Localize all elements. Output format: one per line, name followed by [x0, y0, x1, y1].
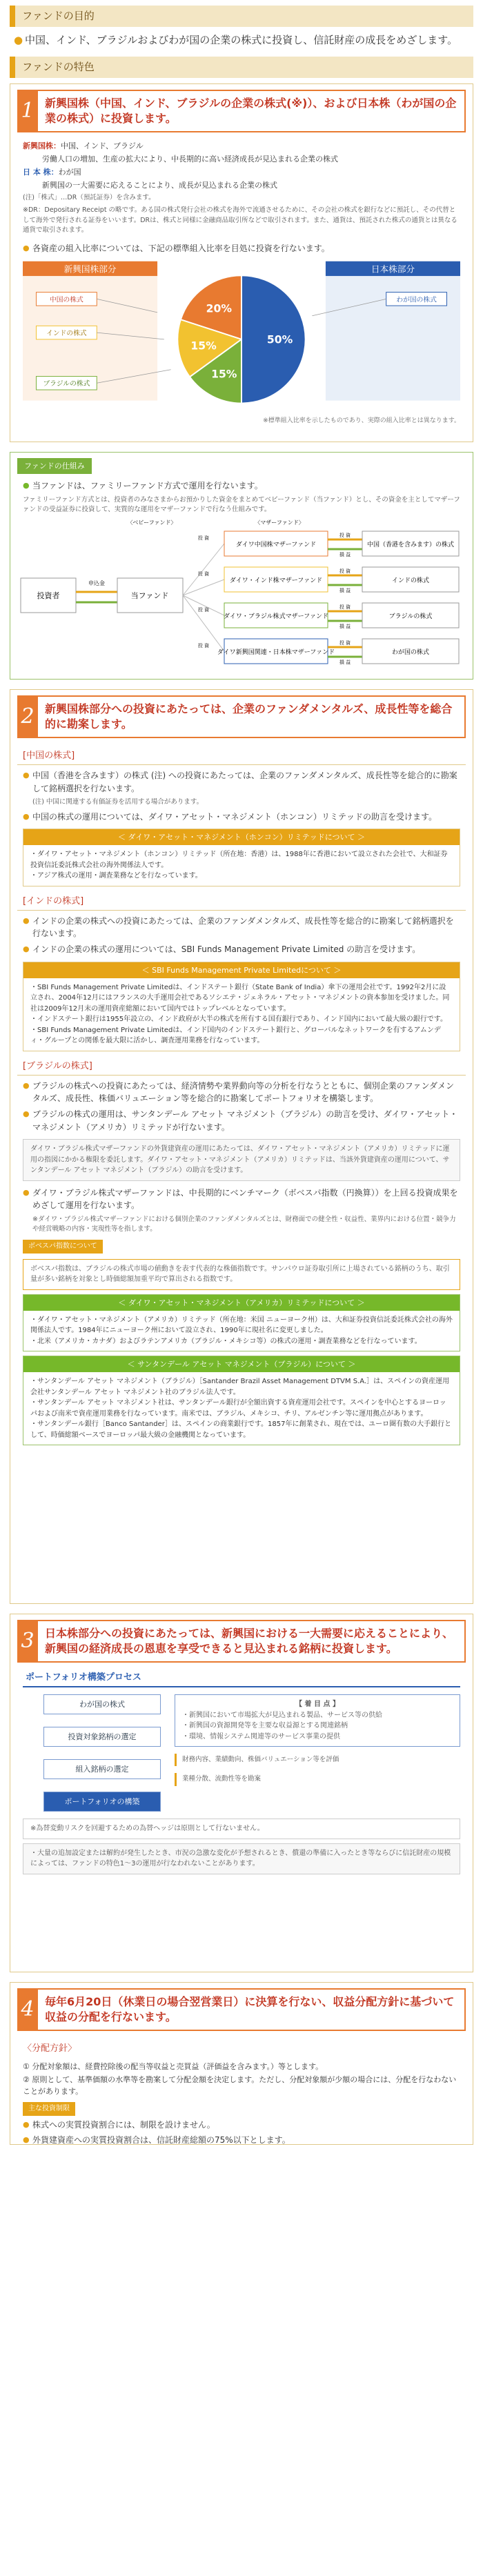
pl-label: 損 益	[339, 552, 351, 558]
pl-label: 損 益	[339, 660, 351, 666]
limit-tag: 主な投資制限	[23, 2102, 75, 2116]
dist-head: 〈分配方針〉	[23, 2043, 77, 2054]
feature-3	[10, 1614, 473, 1972]
big-note: ・大量の追加設定または解約が発生したとき、市況の急激な変化が予想されるとき、償還の準備に入ったとき等ならびに信託財産の規模によっては、ファンドの特色1～3の運用が行なわれないことがあります。	[23, 1843, 460, 1874]
mother-fund-name: ダイワ新興国関連・日本株マザーファンド	[217, 649, 335, 657]
india-box-body	[23, 978, 460, 1051]
pie-value-label: 15%	[211, 368, 237, 381]
feature-1	[10, 83, 473, 442]
brazil-head: [ブラジルの株式]	[17, 1056, 466, 1076]
china-box-head: ＜ ダイワ・アセット・マネジメント（ホンコン）リミテッドについて ＞	[23, 829, 460, 845]
mother-fund-name: ダイワ・ブラジル株式マザーファンド	[224, 613, 328, 621]
brazil-bullet-3: ● ダイワ・ブラジル株式マザーファンドは、中長期的にベンチマーク（ボベスパ指数（円換算））を上回る投資成果をめざして運用を行ないます。	[17, 1185, 466, 1213]
apply-label: 申込金	[88, 580, 105, 587]
invest-label: 投 資	[339, 604, 351, 611]
criteria-head: 【 着 目 点 】	[295, 1701, 339, 1709]
baby-label: 〈ベビーファンド〉	[127, 519, 177, 526]
emerging-def	[17, 139, 466, 152]
feature-number: 3	[17, 1620, 38, 1663]
pie-value-label: 15%	[190, 339, 217, 353]
market-name: ブラジルの株式	[388, 613, 433, 621]
note-1: (注)「株式」…DR（預託証券）を含みます。	[23, 194, 155, 202]
invest-label: 投 資	[197, 535, 210, 542]
feature-number: 2	[17, 695, 38, 738]
pl-label: 損 益	[339, 624, 351, 630]
india-bullet-2: ● インドの企業の株式の運用については、SBI Funds Management Private Limited の助言を受けます。	[17, 942, 466, 958]
china-info-box	[23, 829, 460, 886]
santander-box-head: ＜ サンタンデール アセット マネジメント（ブラジル）について ＞	[23, 1356, 460, 1372]
bovespa-text: ボベスパ指数は、ブラジルの株式市場の値動きを表す代表的な株価指数です。サンパウロ証券取引所に上場されている銘柄のうち、取引量が多い銘柄を対象とし時価総額加重平均で算出される指数です。	[23, 1259, 460, 1290]
purpose-text: ● 中国、インド、ブラジルおよびわが国の企業の株式に投資し、信託財産の成長をめざします。	[10, 32, 473, 57]
em-desc: 労働人口の増加、生産の拡大により、中長期的に高い経済成長が見込まれる企業の株式	[42, 155, 338, 164]
feature-2-title	[17, 695, 466, 738]
step-selection: 組入銘柄の選定	[43, 1759, 161, 1779]
pl-label: 損 益	[339, 588, 351, 594]
jp-label: 日 本 株：	[23, 168, 59, 177]
feature-number: 1	[17, 90, 38, 132]
fund-mechanism	[10, 452, 473, 680]
us-info-box	[23, 1294, 460, 1352]
step-japan-stocks: わが国の株式	[43, 1694, 161, 1714]
india-head: [インドの株式]	[17, 891, 466, 911]
pie-value-label: 50%	[266, 333, 293, 346]
criteria-1: ・新興国において市場拡大が見込まれる製品、サービス等の供給	[182, 1711, 382, 1719]
label-jp: わが国の株式	[396, 296, 437, 304]
invest-label: 投 資	[197, 607, 210, 613]
chart-note: ※標準組入比率を示したものであり、実際の組入比率とは異なります。	[263, 417, 460, 424]
investor-label: 投資者	[37, 591, 60, 601]
mechanism-diagram	[17, 516, 466, 675]
feature-title-text: 新興国株（中国、インド、ブラジルの企業の株式(※)）、および日本株（わが国の企業の株式）に投資します。	[38, 90, 466, 132]
criteria-2: ・新興国の資源開発等を主要な収益源とする関連銘柄	[182, 1722, 348, 1730]
invest-label: 投 資	[197, 643, 210, 649]
jp-desc: 新興国の一大需要に応えることにより、成長が見込まれる企業の株式	[42, 181, 277, 190]
em-value: 中国、インド、ブラジル	[61, 141, 144, 150]
china-box-body	[23, 845, 460, 886]
us-box-body	[23, 1311, 460, 1351]
brazil-bullet-1: ● ブラジルの株式への投資にあたっては、経済情勢や業界動向等の分析を行なうとともに、個別企業のファンダメンタルズ、成長性、株価バリュエーション等を総合的に勘案してポートフォリオを構築します。	[17, 1078, 466, 1107]
invest-label: 投 資	[339, 568, 351, 575]
mech-bullet: ● 当ファンドは、ファミリーファンド方式で運用を行ないます。	[17, 478, 466, 494]
limit-1: ● 株式への実質投資割合には、制限を設けません。	[17, 2117, 466, 2133]
india-box-3: ・SBI Funds Management Private Limitedは、インド国内のインドステート銀行と、グローバルなネットワークを有するアムンディ・グループとの関係を最大限に活かし、調査運用業務を行なっています。	[30, 1026, 441, 1045]
jp-head: 日本株部分	[371, 264, 415, 275]
us-box-1: ・ダイワ・アセット・マネジメント（アメリカ）リミテッド（所在地：米国 ニューヨーク州）は、大和証券投資信託委託株式会社の海外関係法人です。1984年にニューヨーク州において設立され、1990年に現社名に変更しました。	[30, 1316, 453, 1335]
brazil-bullet-2: ● ブラジルの株式の運用は、サンタンデール アセット マネジメント（ブラジル）の助言を受け、ダイワ・アセット・マネジメント（アメリカ）リミテッドが行ないます。	[17, 1107, 466, 1135]
feature-title-text: 毎年6月20日（休業日の場合翌営業日）に決算を行ない、収益分配方針に基づいて収益の分配を行ないます。	[38, 1988, 466, 2031]
santander-box-1: ・サンタンデール アセット マネジメント（ブラジル）［Santander Brazil Asset Management DTVM S.A.］は、スペインの資産運用会社サンタンデール アセット マネジメント社のブラジル法人です。	[30, 1378, 450, 1396]
santander-info-box	[23, 1356, 460, 1445]
feature-2	[10, 689, 473, 1604]
purpose-header: ファンドの目的	[10, 6, 473, 27]
note-2: ※DR：Depositary Receipt の略です。ある国の株式発行会社の株式を海外で流通させるために、その会社の株式を銀行などに預託し、その代替として海外で発行される証券をいいます。DRは、株式と同様に金融商品取引所などで取引されます。また、通貨は、預託された株式の通貨とは異なる通貨で取引されます。	[23, 206, 457, 234]
portfolio-process-head: ポートフォリオ構築プロセス	[23, 1670, 460, 1687]
allocation-chart	[17, 257, 466, 415]
china-bullet-2: ● 中国の株式の運用については、ダイワ・アセット・マネジメント（ホンコン）リミテッドの助言を受けます。	[17, 809, 466, 825]
feature-title-text: 日本株部分への投資にあたっては、新興国における一大需要に応えることにより、新興国の経済成長の恩恵を享受できると見込まれる銘柄に投資します。	[38, 1620, 466, 1663]
brazil-gray-box: ダイワ・ブラジル株式マザーファンドの外貨建資産の運用にあたっては、ダイワ・アセット・マネジメント（アメリカ）リミテッドに運用の指図にかかる権限を委託します。ダイワ・アセット・マネジメント（アメリカ）リミテッドは、当該外貨建資産の運用について、サンタンデール アセット マネジメント（ブラジル）の助言を受けます。	[23, 1139, 460, 1181]
process-steps	[23, 1694, 161, 1812]
dist-1: ① 分配対象額は、経費控除後の配当等収益と売買益（評価益を含みます。）等とします。	[23, 2062, 324, 2072]
allocation-svg	[23, 257, 460, 415]
feature-3-title	[17, 1620, 466, 1663]
china-box-2: ・アジア株式の運用・調査業務などを行なっています。	[30, 872, 202, 880]
label-cn: 中国の株式	[50, 296, 83, 304]
criteria-box	[175, 1694, 460, 1747]
criteria-3: ・環境、情報システム関連等のサービス事業の提供	[182, 1732, 340, 1741]
brazil-note: ※ダイワ・ブラジル株式マザーファンドにおける個別企業のファンダメンタルズとは、財務面での健全性・収益性、業界内における位置・競争力や経営戦略の内容・実現性等を指します。	[32, 1215, 456, 1233]
fx-note: ※為替変動リスクを回避するための為替ヘッジは原則として行ないません。	[23, 1819, 460, 1839]
india-box-2: ・インドステート銀行は1955年設立の、インド政府が大半の株式を所有する国有銀行であり、インド国内において最大級の銀行です。	[30, 1015, 447, 1024]
jp-value: わが国	[58, 168, 81, 177]
mother-fund-name: ダイワ・インド株マザーファンド	[229, 577, 323, 585]
market-name: インドの株式	[391, 577, 430, 585]
feature-4-title	[17, 1988, 466, 2031]
mech-desc: ファミリーファンド方式とは、投資者のみなさまからお預かりした資金をまとめてベビーファンド（当ファンド）とし、その資金を主としてマザーファンドの受益証券に投資して、実質的な運用をマザーファンドで行なう仕組みです。	[23, 495, 460, 513]
pie-chart	[177, 275, 305, 403]
mech-header: ファンドの仕組み	[17, 458, 92, 474]
china-note: (注) 中国に関連する有価証券を活用する場合があります。	[32, 798, 204, 806]
india-box-1: ・SBI Funds Management Private Limitedは、インドステート銀行（State Bank of India）傘下の運用会社です。1992年2月に設立され、2004年12月にはフランスの大手運用会社であるソシエテ・ジェネラル・アセット・マネジメントの資本参加を受けました。同社は2009年12月末の運用資産総額において国内ではトップレベルとなっています。	[30, 983, 450, 1013]
em-label: 新興国株：	[23, 141, 61, 150]
market-name: わが国の株式	[391, 649, 430, 657]
china-head: [中国の株式]	[17, 745, 466, 765]
santander-box-3: ・サンタンデール銀行［Banco Santander］は、スペインの商業銀行です。1857年に創業され、現在では、ユーロ圏有数の大手銀行として、時価総額ベースでヨーロッパ最大級の金融機関となっています。	[30, 1420, 452, 1439]
side-note-3: 業種分散、流動性等を勘案	[175, 1773, 460, 1785]
market-name: 中国（香港を含みます）の株式	[366, 542, 455, 549]
invest-label: 投 資	[339, 533, 351, 539]
china-bullet-1: ● 中国（香港を含みます）の株式 (注) への投資にあたっては、企業のファンダメンタルズ、成長性等を総合的に勘案して銘柄選択を行ないます。	[17, 768, 466, 796]
mother-label: 〈マザーファンド〉	[255, 519, 304, 526]
us-box-2: ・北米（アメリカ・カナダ）およびラテンアメリカ（ブラジル・メキシコ等）の株式の運用・調査業務などを行なっています。	[30, 1337, 422, 1345]
portfolio-process	[17, 1692, 466, 1814]
pie-value-label: 20%	[206, 302, 232, 315]
feature-4	[10, 1982, 473, 2145]
feature-1-title	[17, 90, 466, 132]
mother-fund-name: ダイワ中国株マザーファンド	[235, 542, 317, 549]
limit-2: ● 外貨建資産への実質投資割合は、信託財産総額の75%以下とします。	[17, 2132, 466, 2148]
features-header: ファンドの特色	[10, 57, 473, 78]
step-universe: 投資対象銘柄の選定	[43, 1727, 161, 1747]
step-portfolio: ポートフォリオの構築	[43, 1792, 161, 1812]
feature-number: 4	[17, 1988, 38, 2031]
invest-label: 投 資	[339, 640, 351, 646]
santander-box-2: ・サンタンデール アセット マネジメント社は、サンタンデール銀行が全額出資する資産運用会社です。スペインを中心とするヨーロッパおよび南米で資産運用業務を行なっています。南米では、ブラジル、メキシコ、チリ、アルゼンチン等に運用拠点があります。	[30, 1399, 446, 1418]
dist-2: ② 原則として、基準価額の水準等を勘案して分配金額を決定します。ただし、分配対象額が少額の場合には、分配を行なわないことがあります。	[23, 2075, 457, 2097]
process-criteria	[175, 1694, 460, 1812]
label-br: ブラジルの株式	[43, 379, 90, 388]
japan-def	[17, 166, 466, 179]
china-box-1: ・ダイワ・アセット・マネジメント（ホンコン）リミテッド（所在地：香港）は、1988年に香港において設立された会社で、大和証券投資信託委託株式会社の海外関係法人です。	[30, 851, 448, 869]
label-in: インドの株式	[46, 329, 87, 337]
santander-box-body	[23, 1372, 460, 1445]
em-head: 新興国株部分	[63, 264, 117, 275]
invest-label: 投 資	[197, 571, 210, 577]
ratio-bullet: ● 各資産の組入比率については、下記の標準組入比率を目処に投資を行ないます。	[17, 241, 466, 257]
feature-title-text: 新興国株部分への投資にあたっては、企業のファンダメンタルズ、成長性等を総合的に勘案します。	[38, 695, 466, 738]
side-note-2: 財務内容、業績動向、株価バリュエーション等を評価	[175, 1754, 460, 1766]
india-info-box	[23, 962, 460, 1051]
india-bullet-1: ● インドの企業の株式への投資にあたっては、企業のファンダメンタルズ、成長性等を総合的に勘案して銘柄選択を行ないます。	[17, 913, 466, 942]
us-box-head: ＜ ダイワ・アセット・マネジメント（アメリカ）リミテッドについて ＞	[23, 1295, 460, 1311]
india-box-head: ＜ SBI Funds Management Private Limitedについて ＞	[23, 962, 460, 978]
bovespa-tag: ボベスパ指数について	[23, 1240, 103, 1254]
mother-rows	[183, 531, 459, 665]
baby-name: 当ファンド	[130, 591, 169, 601]
